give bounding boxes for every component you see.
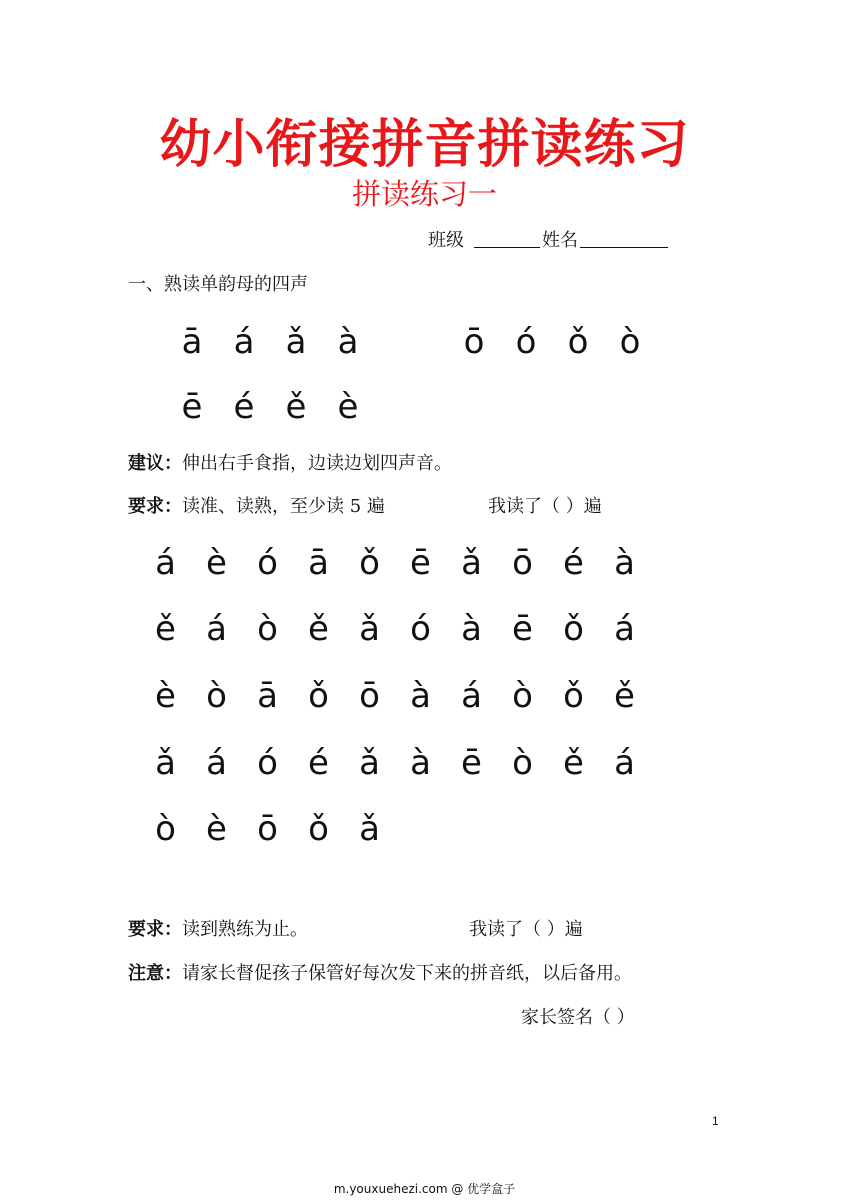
- practice-cell: ó: [410, 609, 431, 649]
- practice-cell: ō: [257, 809, 278, 849]
- name-blank[interactable]: [580, 229, 668, 248]
- practice-cell: ǎ: [359, 743, 380, 783]
- practice-row-2: [140, 609, 650, 649]
- notice-label: 注意：: [128, 963, 182, 984]
- practice-cell: è: [155, 676, 176, 716]
- practice-cell: ò: [512, 676, 533, 716]
- read-counter-2: 我读了（ ）遍: [469, 919, 583, 940]
- practice-cell: ě: [155, 609, 176, 649]
- tone-a-3: ǎ: [285, 322, 307, 362]
- practice-cell: ē: [512, 609, 533, 649]
- practice-cell: ò: [206, 676, 227, 716]
- tones-e-row: [166, 387, 374, 427]
- practice-cell: á: [155, 543, 176, 583]
- practice-cell: ò: [257, 609, 278, 649]
- advice-line: [128, 449, 452, 475]
- tones-a-row: [166, 322, 374, 362]
- tone-a-2: á: [233, 322, 255, 362]
- notice-line: [128, 959, 632, 985]
- practice-cell: ǎ: [359, 609, 380, 649]
- practice-cell: ǒ: [308, 676, 329, 716]
- practice-row-1: [140, 543, 650, 583]
- tone-o-4: ò: [619, 322, 641, 362]
- section-heading: 一、熟读单韵母的四声: [128, 274, 308, 295]
- practice-row-5: [140, 809, 395, 849]
- practice-cell: è: [206, 809, 227, 849]
- page-subtitle: 拼读练习一: [351, 177, 497, 211]
- practice-cell: è: [206, 543, 227, 583]
- page-number: 1: [712, 1114, 719, 1128]
- practice-cell: á: [614, 743, 635, 783]
- requirement-text-1: 读准、读熟，至少读 5 遍: [182, 496, 385, 517]
- tone-e-4: è: [337, 387, 359, 427]
- footer-watermark: m.youxuehezi.com @ 优学盒子: [333, 1182, 516, 1196]
- practice-cell: ē: [410, 543, 431, 583]
- practice-cell: ō: [512, 543, 533, 583]
- tone-o-1: ō: [463, 322, 485, 362]
- tone-e-1: ē: [181, 387, 203, 427]
- practice-cell: ǒ: [359, 543, 380, 583]
- requirement-line-1: [128, 492, 385, 518]
- requirement-label-1: 要求：: [128, 496, 182, 517]
- practice-cell: é: [308, 743, 329, 783]
- practice-cell: ě: [563, 743, 584, 783]
- practice-cell: ě: [308, 609, 329, 649]
- practice-cell: á: [614, 609, 635, 649]
- requirement-text-2: 读到熟练为止。: [182, 919, 308, 940]
- practice-cell: ǎ: [359, 809, 380, 849]
- requirement-line-2: [128, 915, 308, 941]
- practice-cell: ō: [359, 676, 380, 716]
- practice-cell: ā: [257, 676, 278, 716]
- practice-cell: ó: [257, 743, 278, 783]
- page-title: 幼小衔接拼音拼读练习: [159, 115, 690, 175]
- tone-a-4: à: [337, 322, 359, 362]
- practice-cell: á: [461, 676, 482, 716]
- practice-row-4: [140, 743, 650, 783]
- practice-cell: à: [461, 609, 482, 649]
- requirement-label-2: 要求：: [128, 919, 182, 940]
- parent-signature: 家长签名（ ）: [521, 1007, 635, 1028]
- advice-text: 伸出右手食指，边读边划四声音。: [182, 453, 452, 474]
- tone-e-3: ě: [285, 387, 307, 427]
- practice-cell: ò: [155, 809, 176, 849]
- practice-cell: ó: [257, 543, 278, 583]
- advice-label: 建议：: [128, 453, 182, 474]
- practice-cell: ǒ: [563, 609, 584, 649]
- practice-cell: à: [614, 543, 635, 583]
- practice-cell: á: [206, 609, 227, 649]
- student-info: [428, 226, 668, 252]
- practice-cell: ǎ: [155, 743, 176, 783]
- practice-cell: é: [563, 543, 584, 583]
- tones-o-row: [448, 322, 656, 362]
- practice-cell: ò: [512, 743, 533, 783]
- read-counter-1: 我读了（ ）遍: [488, 496, 602, 517]
- tone-e-2: é: [233, 387, 255, 427]
- class-label: 班级: [428, 230, 464, 251]
- practice-cell: ē: [461, 743, 482, 783]
- name-label: 姓名: [542, 230, 578, 251]
- practice-cell: ǒ: [308, 809, 329, 849]
- tone-a-1: ā: [181, 322, 203, 362]
- practice-cell: ā: [308, 543, 329, 583]
- practice-cell: ǎ: [461, 543, 482, 583]
- practice-cell: á: [206, 743, 227, 783]
- tone-o-3: ǒ: [567, 322, 589, 362]
- practice-cell: à: [410, 743, 431, 783]
- practice-cell: ě: [614, 676, 635, 716]
- practice-cell: ǒ: [563, 676, 584, 716]
- practice-row-3: [140, 676, 650, 716]
- class-blank[interactable]: [474, 229, 540, 248]
- tone-o-2: ó: [515, 322, 537, 362]
- practice-cell: à: [410, 676, 431, 716]
- notice-text: 请家长督促孩子保管好每次发下来的拼音纸，以后备用。: [182, 963, 632, 984]
